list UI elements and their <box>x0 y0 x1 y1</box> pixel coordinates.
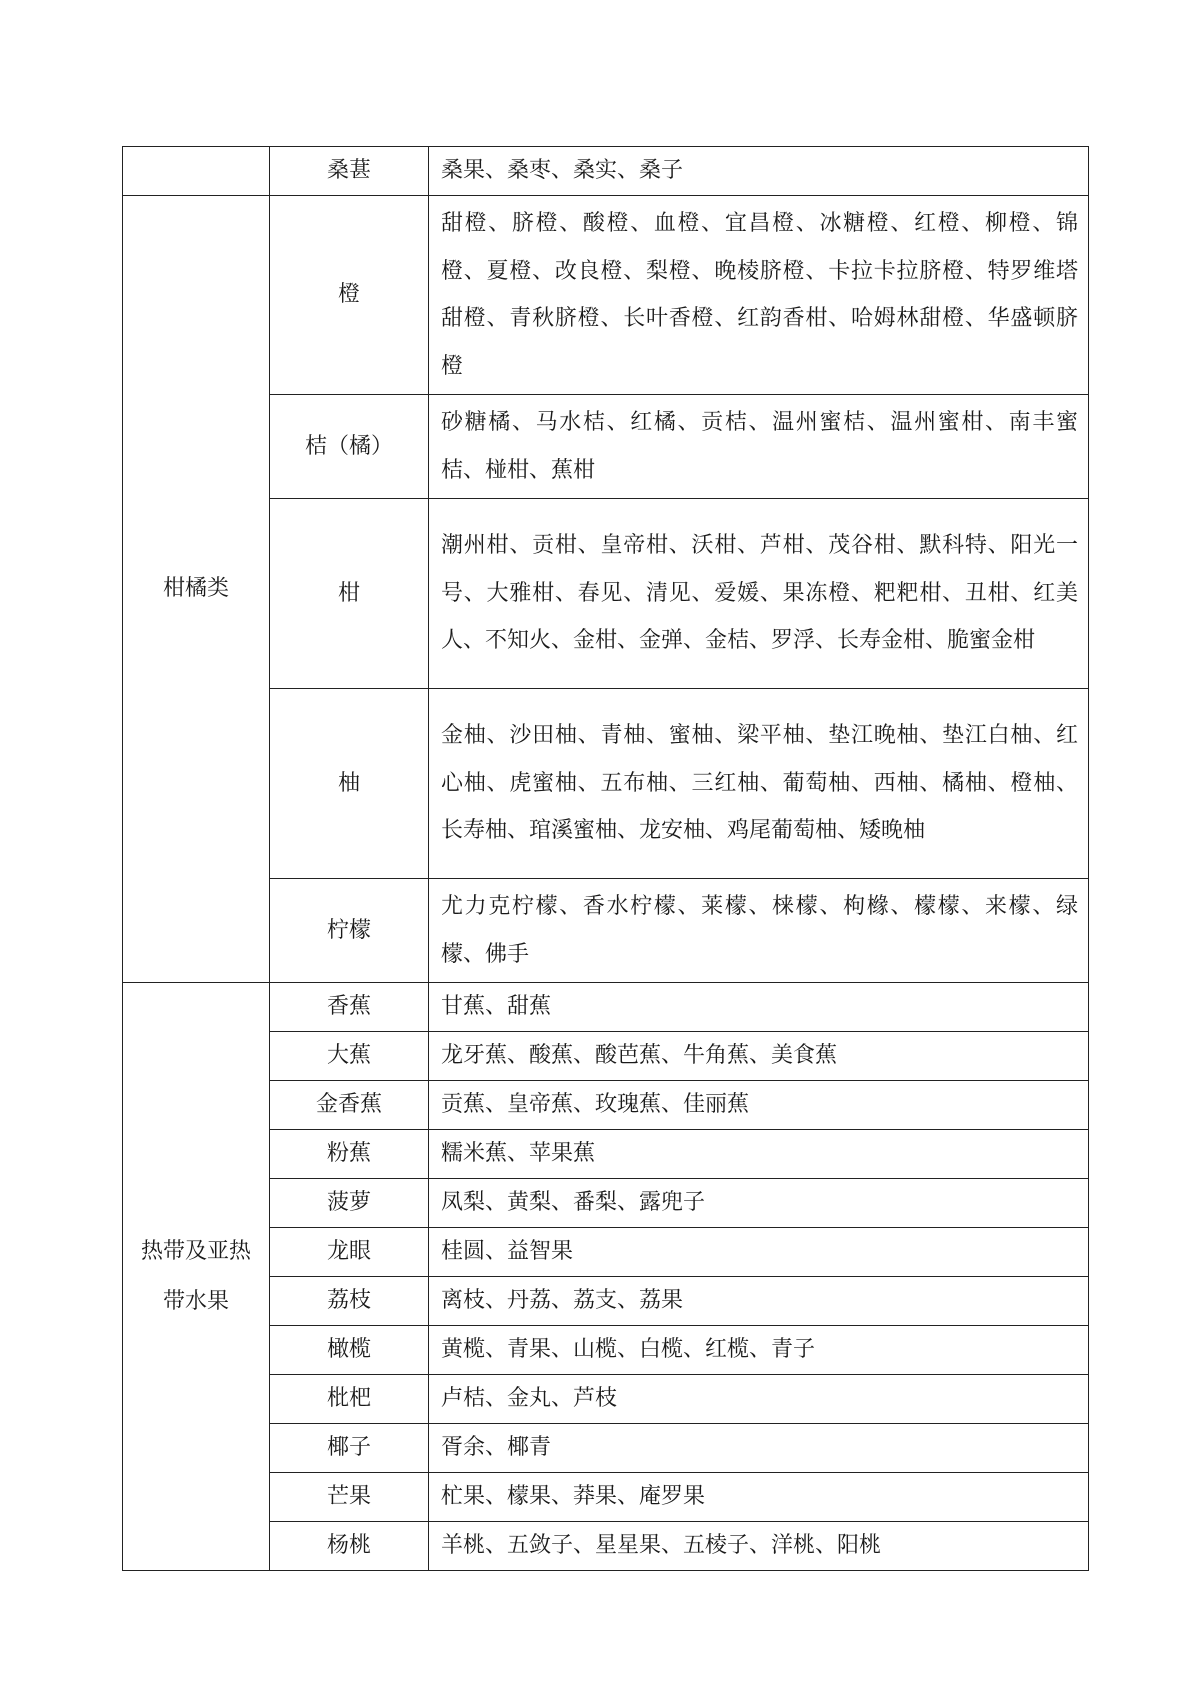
table-row <box>123 147 1089 196</box>
alias-cell: 甜橙、脐橙、酸橙、血橙、宜昌橙、冰糖橙、红橙、柳橙、锦橙、夏橙、改良橙、梨橙、晚棱脐橙、卡拉卡拉脐橙、特罗维塔甜橙、青秋脐橙、长叶香橙、红韵香柑、哈姆林甜橙、华盛顿脐橙 <box>429 196 1089 395</box>
fruit-name-cell: 橄榄 <box>270 1326 429 1375</box>
alias-cell: 砂糖橘、马水桔、红橘、贡桔、温州蜜桔、温州蜜柑、南丰蜜桔、椪柑、蕉柑 <box>429 395 1089 499</box>
fruit-name-cell: 椰子 <box>270 1424 429 1473</box>
fruit-name-cell: 桔（橘） <box>270 395 429 499</box>
fruit-name-cell: 杨桃 <box>270 1522 429 1571</box>
alias-cell: 羊桃、五敛子、星星果、五棱子、洋桃、阳桃 <box>429 1522 1089 1571</box>
fruit-name-cell: 粉蕉 <box>270 1130 429 1179</box>
fruit-name-cell: 菠萝 <box>270 1179 429 1228</box>
fruit-name-cell: 龙眼 <box>270 1228 429 1277</box>
alias-cell: 离枝、丹荔、荔支、荔果 <box>429 1277 1089 1326</box>
fruit-name-cell: 橙 <box>270 196 429 395</box>
fruit-name-cell: 枇杷 <box>270 1375 429 1424</box>
category-label: 热带及亚热带水果 <box>140 1238 251 1314</box>
category-cell-empty <box>123 147 270 196</box>
fruit-alias-table-container <box>122 146 1088 1571</box>
category-cell: 柑橘类 <box>123 196 270 983</box>
fruit-name-cell: 金香蕉 <box>270 1081 429 1130</box>
table-row <box>123 983 1089 1032</box>
fruit-name-cell: 桑葚 <box>270 147 429 196</box>
fruit-name-cell: 香蕉 <box>270 983 429 1032</box>
fruit-name-cell: 大蕉 <box>270 1032 429 1081</box>
alias-cell: 黄榄、青果、山榄、白榄、红榄、青子 <box>429 1326 1089 1375</box>
alias-cell: 龙牙蕉、酸蕉、酸芭蕉、牛角蕉、美食蕉 <box>429 1032 1089 1081</box>
alias-cell: 杧果、檬果、莽果、庵罗果 <box>429 1473 1089 1522</box>
alias-cell: 凤梨、黄梨、番梨、露兜子 <box>429 1179 1089 1228</box>
table-row <box>123 196 1089 395</box>
alias-cell: 金柚、沙田柚、青柚、蜜柚、梁平柚、垫江晚柚、垫江白柚、红心柚、虎蜜柚、五布柚、三红柚、葡萄柚、西柚、橘柚、橙柚、长寿柚、琯溪蜜柚、龙安柚、鸡尾葡萄柚、矮晚柚 <box>429 689 1089 879</box>
fruit-name-cell: 柠檬 <box>270 879 429 983</box>
alias-cell: 胥余、椰青 <box>429 1424 1089 1473</box>
alias-cell: 尤力克柠檬、香水柠檬、莱檬、梾檬、枸橼、檬檬、来檬、绿檬、佛手 <box>429 879 1089 983</box>
alias-cell: 甘蕉、甜蕉 <box>429 983 1089 1032</box>
fruit-name-cell: 柑 <box>270 499 429 689</box>
fruit-name-cell: 荔枝 <box>270 1277 429 1326</box>
category-cell <box>123 983 270 1571</box>
fruit-name-cell: 芒果 <box>270 1473 429 1522</box>
alias-cell: 桂圆、益智果 <box>429 1228 1089 1277</box>
alias-cell: 卢桔、金丸、芦枝 <box>429 1375 1089 1424</box>
alias-cell: 糯米蕉、苹果蕉 <box>429 1130 1089 1179</box>
fruit-alias-table <box>122 146 1089 1571</box>
fruit-name-cell: 柚 <box>270 689 429 879</box>
alias-cell: 潮州柑、贡柑、皇帝柑、沃柑、芦柑、茂谷柑、默科特、阳光一号、大雅柑、春见、清见、爱媛、果冻橙、粑粑柑、丑柑、红美人、不知火、金柑、金弹、金桔、罗浮、长寿金柑、脆蜜金柑 <box>429 499 1089 689</box>
alias-cell: 贡蕉、皇帝蕉、玫瑰蕉、佳丽蕉 <box>429 1081 1089 1130</box>
alias-cell: 桑果、桑枣、桑实、桑子 <box>429 147 1089 196</box>
